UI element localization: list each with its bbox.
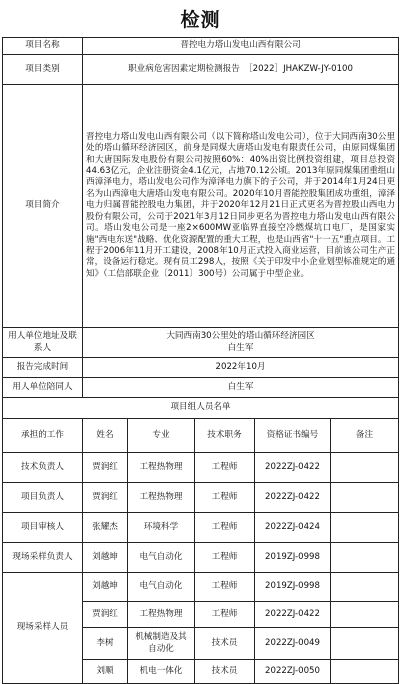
- contact-name: 白生军: [227, 342, 254, 353]
- header-cert: 资格证书编号: [255, 419, 331, 453]
- member-note: [331, 660, 399, 684]
- address-label: 用人单位地址及联系人: [3, 328, 83, 358]
- member-title: 技术员: [195, 628, 255, 660]
- member-note: [331, 602, 399, 628]
- member-cert: 2022ZJ-0050: [255, 660, 331, 684]
- header-name: 姓名: [83, 419, 128, 453]
- member-cert: 2022ZJ-0049: [255, 628, 331, 660]
- address-row: [3, 328, 399, 358]
- member-title: 技术员: [195, 660, 255, 684]
- member-cert: 2022ZJ-0424: [255, 513, 331, 543]
- member-major: 电气自动化: [128, 543, 195, 573]
- member-name: 刘顺: [83, 660, 128, 684]
- header-role: 承担的工作: [3, 419, 83, 453]
- member-name: 贾润红: [83, 453, 128, 483]
- member-name: 张耀杰: [83, 513, 128, 543]
- member-name: 刘越坤: [83, 543, 128, 573]
- member-major: 电气自动化: [128, 573, 195, 602]
- header-major: 专业: [128, 419, 195, 453]
- project-intro-label: 项目简介: [3, 85, 83, 328]
- member-cert: 2019ZJ-0998: [255, 573, 331, 602]
- member-major: 工程热物理: [128, 453, 195, 483]
- member-name: 贾润红: [83, 483, 128, 513]
- member-name: 贾润红: [83, 602, 128, 628]
- escort-value: 白生军: [83, 378, 399, 398]
- member-title: 工程师: [195, 543, 255, 573]
- member-role: 项目审核人: [3, 513, 83, 543]
- report-date-row: [3, 358, 399, 378]
- member-cert: 2022ZJ-0422: [255, 602, 331, 628]
- project-name-value: 晋控电力塔山发电山西有限公司: [83, 38, 399, 55]
- member-row: [3, 573, 399, 602]
- project-intro-row: [3, 85, 399, 328]
- member-role: 技术负责人: [3, 453, 83, 483]
- member-major: 机电一体化: [128, 660, 195, 684]
- member-cert: 2022ZJ-0422: [255, 453, 331, 483]
- project-name-label: 项目名称: [3, 38, 83, 55]
- member-name: 李树: [83, 628, 128, 660]
- project-type-label: 项目类别: [3, 55, 83, 85]
- member-title: 工程师: [195, 513, 255, 543]
- escort-label: 用人单位陪同人: [3, 378, 83, 398]
- project-type-row: [3, 55, 399, 85]
- member-row: [3, 453, 399, 483]
- member-note: [331, 483, 399, 513]
- member-major: 环境科学: [128, 513, 195, 543]
- header-title: 技术职务: [195, 419, 255, 453]
- member-major: 工程热物理: [128, 602, 195, 628]
- member-row: [3, 513, 399, 543]
- member-row: [3, 543, 399, 573]
- project-name-row: [3, 38, 399, 55]
- member-role: 现场采样负责人: [3, 543, 83, 573]
- header-note: 备注: [331, 419, 399, 453]
- member-major: 工程热物理: [128, 483, 195, 513]
- member-note: [331, 453, 399, 483]
- members-header-row: [3, 419, 399, 453]
- member-role-group: 现场采样人员: [3, 573, 83, 684]
- member-title: 工程师: [195, 573, 255, 602]
- project-info-table: [2, 37, 399, 684]
- member-title: 工程师: [195, 483, 255, 513]
- report-date-value: 2022年10月: [83, 358, 399, 378]
- member-name: 刘越坤: [83, 573, 128, 602]
- member-note: [331, 513, 399, 543]
- member-note: [331, 628, 399, 660]
- project-intro-text: 晋控电力塔山发电山西有限公司（以下简称塔山发电公司），位于大同西南30公里处的塔山循环经济园区，前身是同煤大唐塔山发电有限责任公司，由原同煤集团和大唐国际发电股份有限公司按照60%：40%出资比例投资组建，项目总投资44.63亿元，企业注册资金4.1亿元，占地70.12公顷。2013年原同煤集团重组山西漳泽电力，塔山发电公司作为漳泽电力旗下的子公司，并于2014年1月24日更名为山西漳电大唐塔山发电有限公司。2020年10月晋能控股集团成功重组，漳泽电力归属晋能控股电力集团，并于2020年12月21日正式更名为晋控股山西电力股份有限公司，公司于2021年3月12日同步更名为晋控电力塔山发电山西有限公司。塔山发电公司是一座2×600MW亚临界直接空冷燃煤坑口电厂，是国家实施"西电东送"战略、优化资源配置的重大工程，也是山西省"十一五"重点项目。工程于2006年11月开工建设，2008年10月正式投入商业运营，目前该公司生产正常，设备运行稳定。现有员工298人，按照《关于印发中小企业划型标准规定的通知》（工信部联企业〔2011〕300号）公司属于中型企业。: [83, 85, 399, 328]
- members-section-row: [3, 398, 399, 419]
- address-text: 大同西南30公里处的塔山循环经济园区: [166, 331, 315, 342]
- escort-row: [3, 378, 399, 398]
- member-cert: 2022ZJ-0422: [255, 483, 331, 513]
- address-value: [83, 328, 399, 358]
- member-role: 项目负责人: [3, 483, 83, 513]
- project-type-value: 职业病危害因素定期检测报告 ［2022］JHAKZW-JY-0100: [83, 55, 399, 85]
- document-title: 检测: [180, 9, 221, 31]
- report-date-label: 报告完成时间: [3, 358, 83, 378]
- members-section-title: 项目组人员名单: [3, 398, 399, 419]
- member-major: 机械制造及其自动化: [128, 628, 195, 660]
- member-title: 工程师: [195, 602, 255, 628]
- member-note: [331, 573, 399, 602]
- member-row: [3, 483, 399, 513]
- member-cert: 2019ZJ-0998: [255, 543, 331, 573]
- member-note: [331, 543, 399, 573]
- member-title: 工程师: [195, 453, 255, 483]
